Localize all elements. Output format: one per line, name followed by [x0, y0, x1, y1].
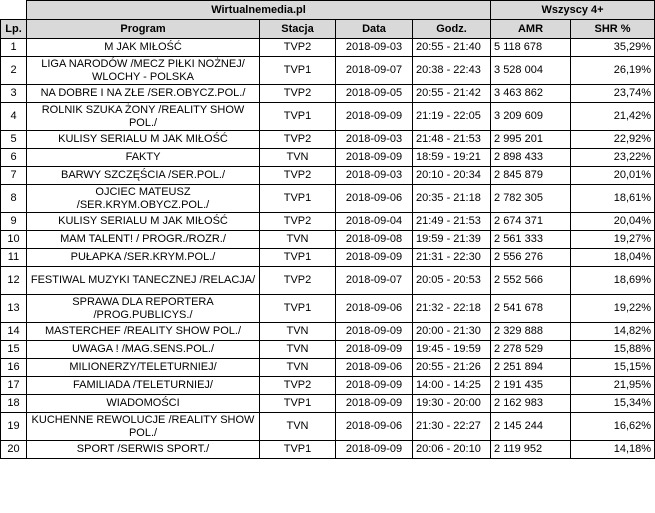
cell-shr: 14,82%: [571, 323, 655, 341]
cell-amr: 2 162 983: [491, 395, 571, 413]
cell-godz: 21:30 - 22:27: [413, 413, 491, 441]
cell-data: 2018-09-09: [336, 323, 413, 341]
table-row: [1, 131, 655, 149]
audience-group-title: Wszyscy 4+: [491, 1, 655, 20]
cell-stacja: TVP1: [260, 295, 336, 323]
cell-data: 2018-09-09: [336, 395, 413, 413]
cell-data: 2018-09-03: [336, 131, 413, 149]
cell-amr: 2 251 894: [491, 359, 571, 377]
cell-godz: 20:06 - 20:10: [413, 441, 491, 459]
cell-godz: 20:38 - 22:43: [413, 57, 491, 85]
cell-lp: 3: [1, 85, 27, 103]
cell-amr: 2 556 276: [491, 249, 571, 267]
cell-stacja: TVP2: [260, 267, 336, 295]
cell-data: 2018-09-09: [336, 103, 413, 131]
cell-lp: 7: [1, 167, 27, 185]
table-row: [1, 377, 655, 395]
cell-lp: 13: [1, 295, 27, 323]
cell-godz: 21:19 - 22:05: [413, 103, 491, 131]
cell-lp: 8: [1, 185, 27, 213]
cell-lp: 18: [1, 395, 27, 413]
cell-stacja: TVP2: [260, 167, 336, 185]
cell-stacja: TVN: [260, 413, 336, 441]
cell-program: OJCIEC MATEUSZ /SER.KRYM.OBYCZ.POL./: [27, 185, 260, 213]
cell-shr: 21,42%: [571, 103, 655, 131]
cell-stacja: TVP2: [260, 213, 336, 231]
cell-lp: 15: [1, 341, 27, 359]
source-title: Wirtualnemedia.pl: [27, 1, 491, 20]
cell-program: NA DOBRE I NA ZŁE /SER.OBYCZ.POL./: [27, 85, 260, 103]
cell-data: 2018-09-09: [336, 249, 413, 267]
cell-program: SPRAWA DLA REPORTERA /PROG.PUBLICYS./: [27, 295, 260, 323]
cell-godz: 20:55 - 21:26: [413, 359, 491, 377]
cell-program: PUŁAPKA /SER.KRYM.POL./: [27, 249, 260, 267]
cell-amr: 2 119 952: [491, 441, 571, 459]
cell-shr: 14,18%: [571, 441, 655, 459]
cell-amr: 2 278 529: [491, 341, 571, 359]
cell-amr: 2 541 678: [491, 295, 571, 323]
cell-godz: 19:45 - 19:59: [413, 341, 491, 359]
cell-godz: 21:49 - 21:53: [413, 213, 491, 231]
cell-shr: 15,34%: [571, 395, 655, 413]
cell-data: 2018-09-03: [336, 167, 413, 185]
cell-amr: 5 118 678: [491, 39, 571, 57]
cell-shr: 19,27%: [571, 231, 655, 249]
cell-stacja: TVN: [260, 323, 336, 341]
cell-program: WIADOMOŚCI: [27, 395, 260, 413]
cell-program: FAMILIADA /TELETURNIEJ/: [27, 377, 260, 395]
cell-stacja: TVP1: [260, 395, 336, 413]
cell-stacja: TVN: [260, 231, 336, 249]
cell-data: 2018-09-03: [336, 39, 413, 57]
cell-stacja: TVN: [260, 149, 336, 167]
cell-stacja: TVP2: [260, 85, 336, 103]
cell-amr: 2 145 244: [491, 413, 571, 441]
cell-godz: 20:10 - 20:34: [413, 167, 491, 185]
cell-amr: 2 552 566: [491, 267, 571, 295]
cell-amr: 2 674 371: [491, 213, 571, 231]
cell-amr: 2 898 433: [491, 149, 571, 167]
cell-program: KUCHENNE REWOLUCJE /REALITY SHOW POL./: [27, 413, 260, 441]
column-header-data: Data: [336, 20, 413, 39]
cell-data: 2018-09-09: [336, 441, 413, 459]
table-row: [1, 441, 655, 459]
table-row: [1, 323, 655, 341]
cell-shr: 26,19%: [571, 57, 655, 85]
cell-lp: 5: [1, 131, 27, 149]
cell-godz: 19:59 - 21:39: [413, 231, 491, 249]
source-header-row: [1, 1, 655, 20]
table-row: [1, 57, 655, 85]
cell-shr: 21,95%: [571, 377, 655, 395]
cell-shr: 15,88%: [571, 341, 655, 359]
cell-data: 2018-09-06: [336, 185, 413, 213]
cell-shr: 20,01%: [571, 167, 655, 185]
table-row: [1, 249, 655, 267]
cell-godz: 20:00 - 21:30: [413, 323, 491, 341]
cell-program: LIGA NARODÓW /MECZ PIŁKI NOŻNEJ/ WLOCHY - POLSKA: [27, 57, 260, 85]
cell-godz: 21:48 - 21:53: [413, 131, 491, 149]
cell-stacja: TVP2: [260, 131, 336, 149]
cell-data: 2018-09-09: [336, 377, 413, 395]
cell-lp: 1: [1, 39, 27, 57]
cell-shr: 18,61%: [571, 185, 655, 213]
table-row: [1, 395, 655, 413]
cell-stacja: TVP2: [260, 39, 336, 57]
table-row: [1, 267, 655, 295]
cell-stacja: TVP1: [260, 57, 336, 85]
table-row: [1, 231, 655, 249]
table-row: [1, 213, 655, 231]
cell-lp: 20: [1, 441, 27, 459]
cell-amr: 3 463 862: [491, 85, 571, 103]
cell-stacja: TVN: [260, 359, 336, 377]
cell-godz: 20:35 - 21:18: [413, 185, 491, 213]
cell-amr: 2 329 888: [491, 323, 571, 341]
table-row: [1, 185, 655, 213]
cell-data: 2018-09-04: [336, 213, 413, 231]
cell-data: 2018-09-06: [336, 359, 413, 377]
cell-godz: 21:32 - 22:18: [413, 295, 491, 323]
cell-shr: 19,22%: [571, 295, 655, 323]
column-header-lp: Lp.: [1, 20, 27, 39]
cell-amr: 2 995 201: [491, 131, 571, 149]
cell-shr: 22,92%: [571, 131, 655, 149]
cell-godz: 18:59 - 19:21: [413, 149, 491, 167]
cell-program: MAM TALENT! / PROGR./ROZR./: [27, 231, 260, 249]
cell-godz: 20:55 - 21:42: [413, 85, 491, 103]
cell-amr: 3 528 004: [491, 57, 571, 85]
cell-lp: 19: [1, 413, 27, 441]
cell-amr: 3 209 609: [491, 103, 571, 131]
cell-program: KULISY SERIALU M JAK MIŁOŚĆ: [27, 131, 260, 149]
cell-stacja: TVP2: [260, 377, 336, 395]
cell-lp: 9: [1, 213, 27, 231]
cell-program: UWAGA ! /MAG.SENS.POL./: [27, 341, 260, 359]
cell-lp: 10: [1, 231, 27, 249]
column-header-program: Program: [27, 20, 260, 39]
cell-data: 2018-09-08: [336, 231, 413, 249]
cell-program: SPORT /SERWIS SPORT./: [27, 441, 260, 459]
cell-lp: 17: [1, 377, 27, 395]
cell-program: BARWY SZCZĘŚCIA /SER.POL./: [27, 167, 260, 185]
table-row: [1, 295, 655, 323]
cell-data: 2018-09-09: [336, 149, 413, 167]
column-header-shr: SHR %: [571, 20, 655, 39]
cell-data: 2018-09-07: [336, 267, 413, 295]
cell-amr: 2 561 333: [491, 231, 571, 249]
cell-stacja: TVP1: [260, 249, 336, 267]
cell-lp: 16: [1, 359, 27, 377]
cell-lp: 12: [1, 267, 27, 295]
table-row: [1, 341, 655, 359]
cell-program: M JAK MIŁOŚĆ: [27, 39, 260, 57]
cell-program: ROLNIK SZUKA ŻONY /REALITY SHOW POL./: [27, 103, 260, 131]
cell-program: FAKTY: [27, 149, 260, 167]
cell-shr: 16,62%: [571, 413, 655, 441]
cell-program: MILIONERZY/TELETURNIEJ/: [27, 359, 260, 377]
cell-shr: 18,69%: [571, 267, 655, 295]
cell-stacja: TVN: [260, 341, 336, 359]
cell-data: 2018-09-05: [336, 85, 413, 103]
cell-lp: 6: [1, 149, 27, 167]
cell-godz: 20:55 - 21:40: [413, 39, 491, 57]
table-row: [1, 39, 655, 57]
cell-data: 2018-09-09: [336, 341, 413, 359]
cell-stacja: TVP1: [260, 103, 336, 131]
column-header-row: [1, 20, 655, 39]
cell-lp: 14: [1, 323, 27, 341]
cell-shr: 15,15%: [571, 359, 655, 377]
cell-program: KULISY SERIALU M JAK MIŁOŚĆ: [27, 213, 260, 231]
cell-godz: 21:31 - 22:30: [413, 249, 491, 267]
cell-godz: 19:30 - 20:00: [413, 395, 491, 413]
cell-amr: 2 782 305: [491, 185, 571, 213]
cell-shr: 23,22%: [571, 149, 655, 167]
table-row: [1, 149, 655, 167]
cell-shr: 18,04%: [571, 249, 655, 267]
cell-data: 2018-09-06: [336, 295, 413, 323]
header-spacer: [1, 1, 27, 20]
table-row: [1, 85, 655, 103]
cell-godz: 14:00 - 14:25: [413, 377, 491, 395]
cell-program: FESTIWAL MUZYKI TANECZNEJ /RELACJA/: [27, 267, 260, 295]
cell-lp: 4: [1, 103, 27, 131]
cell-stacja: TVP1: [260, 185, 336, 213]
table-row: [1, 359, 655, 377]
cell-shr: 20,04%: [571, 213, 655, 231]
cell-amr: 2 191 435: [491, 377, 571, 395]
cell-shr: 23,74%: [571, 85, 655, 103]
column-header-amr: AMR: [491, 20, 571, 39]
cell-shr: 35,29%: [571, 39, 655, 57]
cell-lp: 2: [1, 57, 27, 85]
column-header-stacja: Stacja: [260, 20, 336, 39]
table-row: [1, 167, 655, 185]
cell-stacja: TVP1: [260, 441, 336, 459]
cell-amr: 2 845 879: [491, 167, 571, 185]
cell-program: MASTERCHEF /REALITY SHOW POL./: [27, 323, 260, 341]
table-row: [1, 103, 655, 131]
cell-godz: 20:05 - 20:53: [413, 267, 491, 295]
cell-data: 2018-09-06: [336, 413, 413, 441]
column-header-godz: Godz.: [413, 20, 491, 39]
cell-data: 2018-09-07: [336, 57, 413, 85]
cell-lp: 11: [1, 249, 27, 267]
table-row: [1, 413, 655, 441]
